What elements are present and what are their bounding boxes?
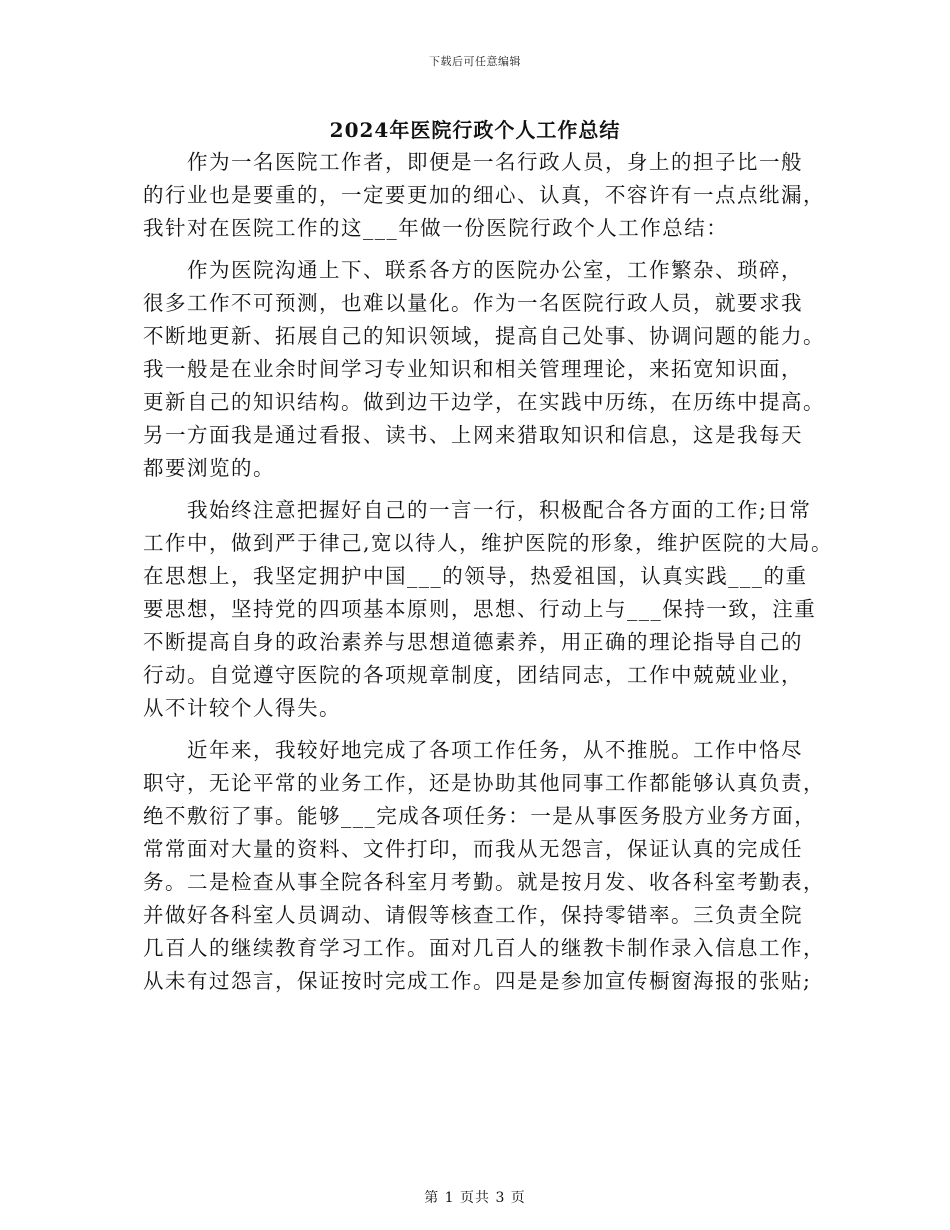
paragraph-4-line-3: 绝不敷衍了事。能够___完成各项任务：一是从事医务股方业务方面， <box>143 804 817 828</box>
paragraph-3-line-1: 我始终注意把握好自己的一言一行，积极配合各方面的工作;日常 <box>187 498 812 522</box>
paragraph-4-line-7: 几百人的继续教育学习工作。面对几百人的继教卡制作录入信息工作， <box>143 936 825 960</box>
paragraph-1-line-2: 的行业也是要重的，一定要更加的细心、认真，不容许有一点点纰漏， <box>143 183 825 207</box>
paragraph-2-line-4: 我一般是在业余时间学习专业知识和相关管理理论，来拓宽知识面， <box>143 357 803 381</box>
page-number-footer: 第 1 页共 3 页 <box>424 1190 526 1206</box>
paragraph-2-line-7: 都要浏览的。 <box>143 456 275 480</box>
document-title: 2024年医院行政个人工作总结 <box>329 118 621 142</box>
paragraph-1-line-3: 我针对在医院工作的这___年做一份医院行政个人工作总结： <box>143 216 729 240</box>
header-note: 下载后可任意编辑 <box>429 55 521 68</box>
paragraph-3-line-6: 行动。自觉遵守医院的各项规章制度，团结同志，工作中兢兢业业， <box>143 663 803 687</box>
paragraph-2-line-6: 另一方面我是通过看报、读书、上网来猎取知识和信息，这是我每天 <box>143 423 803 447</box>
paragraph-2-line-2: 很多工作不可预测，也难以量化。作为一名医院行政人员，就要求我 <box>143 291 803 315</box>
paragraph-2-line-5: 更新自己的知识结构。做到边干边学，在实践中历练，在历练中提高。 <box>143 390 825 414</box>
paragraph-2-line-1: 作为医院沟通上下、联系各方的医院办公室，工作繁杂、琐碎， <box>187 258 803 282</box>
paragraph-3-line-5: 不断提高自身的政治素养与思想道德素养，用正确的理论指导自己的 <box>143 630 803 654</box>
paragraph-3-line-3: 在思想上，我坚定拥护中国___的领导，热爱祖国，认真实践___的重 <box>143 564 808 588</box>
paragraph-1-line-1: 作为一名医院工作者，即便是一名行政人员，身上的担子比一般 <box>187 150 803 174</box>
paragraph-4-line-6: 并做好各科室人员调动、请假等核查工作，保持零错率。三负责全院 <box>143 903 803 927</box>
paragraph-3-line-4: 要思想，坚持党的四项基本原则，思想、行动上与___保持一致，注重 <box>143 597 817 621</box>
paragraph-4-line-2: 职守，无论平常的业务工作，还是协助其他同事工作都能够认真负责， <box>143 771 825 795</box>
paragraph-4-line-4: 常常面对大量的资料、文件打印，而我从无怨言，保证认真的完成任 <box>143 837 803 861</box>
paragraph-3-line-2: 工作中，做到严于律己,宽以待人，维护医院的形象，维护医院的大局。 <box>143 531 834 555</box>
paragraph-2-line-3: 不断地更新、拓展自己的知识领域，提高自己处事、协调问题的能力。 <box>143 324 825 348</box>
paragraph-4-line-8: 从未有过怨言，保证按时完成工作。四是是参加宣传橱窗海报的张贴; <box>143 969 812 993</box>
document-body <box>143 146 834 998</box>
paragraph-4-line-1: 近年来，我较好地完成了各项工作任务，从不推脱。工作中恪尽 <box>187 738 803 762</box>
paragraph-4-line-5: 务。二是检查从事全院各科室月考勤。就是按月发、收各科室考勤表， <box>143 870 825 894</box>
paragraph-3-line-7: 从不计较个人得失。 <box>143 696 341 720</box>
